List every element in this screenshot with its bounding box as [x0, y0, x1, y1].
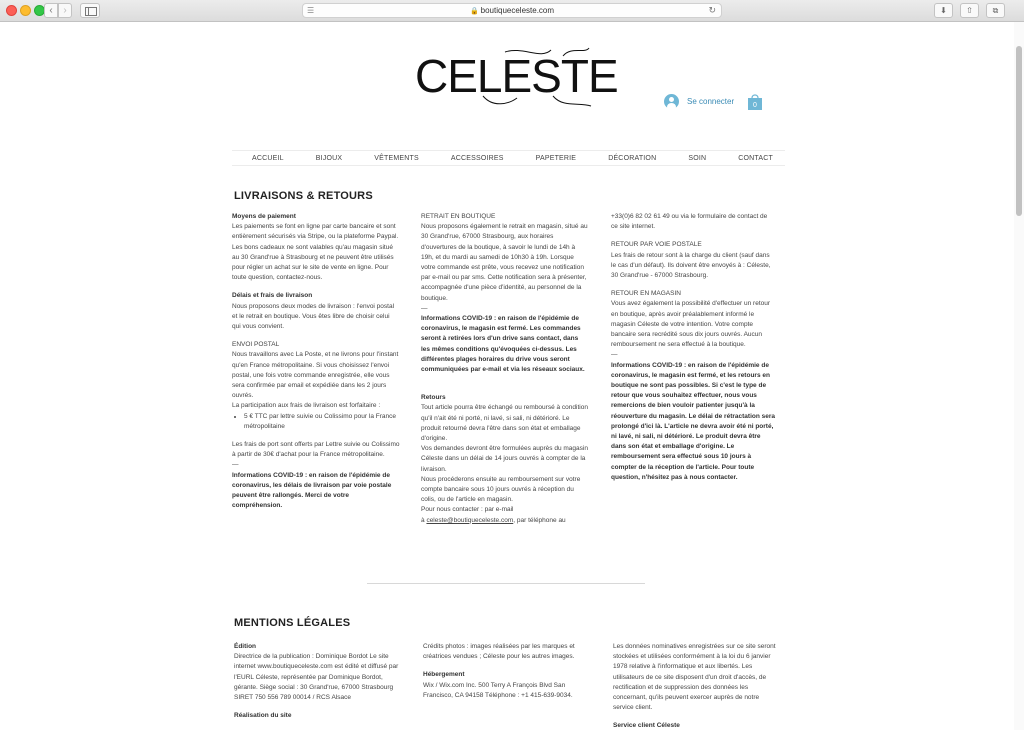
credits-text: Crédits photos : images réalisées par les marques et créatrices vendues ; Céleste pour les autres images.	[423, 643, 575, 661]
nav-item-contact[interactable]: CONTACT	[738, 154, 773, 162]
chevron-right-icon: ›	[63, 5, 67, 16]
livraisons-column-3	[611, 212, 775, 483]
edition-heading: Édition	[234, 643, 257, 650]
edition-text: Directrice de la publication : Dominique Bordot Le site internet www.boutiqueceleste.com est édité et diffusé par l'EURL Céleste, représentée par Dominique Bordot, gérante. Siège social : 30 Grand'rue, 67000 Strasbourg SIRET 750 556 789 00014 / RCS Alsace	[234, 653, 399, 702]
livraisons-column-1	[232, 212, 400, 511]
mentions-column-2	[423, 642, 591, 701]
frais-list	[244, 412, 400, 432]
nav-item-decoration[interactable]: DÉCORATION	[608, 154, 657, 162]
retrait-text: Nous proposons également le retrait en magasin, situé au 30 Grand'rue, 67000 Strasbourg, aux horaires d'ouvertures de la boutique, à savoir le lundi de 14h à 19h, et du mardi au samedi de 10h30 à 19h. Lorsque votre commande est prête, vous recevez une notification par e-mail ou par sms. Cette notification sera à présenter, accompagnée d'une pièce d'identité, au personnel de la boutique.	[421, 223, 588, 302]
scrollbar-thumb[interactable]	[1016, 46, 1022, 216]
hebergement-text: Wix / Wix.com Inc. 500 Terry A François Blvd San Francisco, CA 94158 Téléphone : +1 415-639-9034.	[423, 681, 573, 699]
covid-notice: Informations COVID-19 : en raison de l'épidémie de coronavirus, les délais de livraison par voie postale peuvent être rallongés. Merci de votre compréhension.	[232, 471, 392, 510]
retours-text-2: Vos demandes devront être formulées auprès du magasin Céleste dans un délai de 14 jours ouvrés à compter de la livraison.	[421, 445, 588, 473]
realisation-heading: Réalisation du site	[234, 712, 292, 720]
nav-item-papeterie[interactable]: PAPETERIE	[535, 154, 577, 162]
service-client-heading: Service client Céleste	[613, 722, 680, 730]
nav-item-accessoires[interactable]: ACCESSOIRES	[450, 154, 504, 162]
separator-dash: —	[611, 351, 618, 359]
offerts-text: Les frais de port sont offerts par Lettre suivie ou Colissimo à partir de 30€ d'achat pour la France métropolitaine.	[232, 441, 400, 459]
nav-item-vetements[interactable]: VÊTEMENTS	[374, 154, 419, 162]
contact-prefix: à	[421, 516, 425, 524]
delais-heading: Délais et frais de livraison	[232, 292, 313, 300]
donnees-text: Les données nominatives enregistrées sur ce site seront stockées et utilisées conformément à la loi du 6 janvier 1978 relative à l'informatique et aux libertés. Les utilisateurs de ce site disposent d'un droit d'accès, de rectification et de suppression des données les concernant, qu'ils peuvent exercer auprès de notre service client.	[613, 643, 776, 712]
login-label: Se connecter	[687, 97, 735, 106]
nav-item-bijoux[interactable]: BIJOUX	[315, 154, 343, 162]
envoi-text: Nous travaillons avec La Poste, et ne livrons pour l'instant qu'en France métropolitaine. Si vous choisissez l'envoi postal, une fois votre commande enregistrée, elle vous sera confirmée par email et expédiée dans les 2 jours ouvrés.	[232, 351, 399, 400]
mentions-title: MENTIONS LÉGALES	[234, 617, 351, 629]
nav-item-accueil[interactable]: ACCUEIL	[252, 154, 284, 162]
separator-dash: —	[232, 461, 239, 469]
hebergement-heading: Hébergement	[423, 671, 465, 679]
frais-list-item: • 5 € TTC par lettre suivie ou Colissimo pour la France métropolitaine	[244, 412, 400, 432]
mentions-column-1	[234, 642, 402, 721]
contact-text: Pour nous contacter : par e-mail	[421, 506, 514, 514]
livraisons-title: LIVRAISONS & RETOURS	[234, 190, 373, 202]
forward-button[interactable]	[58, 3, 72, 18]
logo-text: CELESTE	[415, 50, 618, 102]
participation-text: La participation aux frais de livraison est forfaitaire :	[232, 402, 381, 410]
sidebar-toggle-button[interactable]	[80, 3, 100, 18]
lock-icon: 🔒	[469, 8, 479, 15]
cart-handle	[752, 95, 758, 98]
retours-text-1: Tout article pourra être échangé ou remboursé à condition qu'il n'ait été ni porté, ni lavé, si sali, ni détérioré. Le produit retourné devra l'être dans son état et emballage d'origine.	[421, 404, 588, 443]
download-icon: ⬇	[940, 6, 947, 15]
tabs-icon: ⧉	[992, 6, 999, 15]
chevron-left-icon: ‹	[49, 5, 53, 16]
nav-item-soin[interactable]: SOIN	[688, 154, 707, 162]
reader-icon[interactable]: ☰	[307, 6, 315, 15]
livraisons-column-2	[421, 212, 589, 526]
share-button[interactable]	[960, 3, 979, 18]
covid-notice: Informations COVID-19 : en raison de l'épidémie de coronavirus, le magasin est fermé. Les commandes seront à retirées lors d'un drive sans contact, dans les mêmes conditions qu'évoquées ci-dessus. Les différentes plages horaires du drive vous seront communiquées par e-mail et via les réseaux sociaux.	[421, 315, 585, 374]
contact-line	[421, 516, 589, 526]
celeste-logo[interactable]	[413, 46, 618, 110]
retours-heading: Retours	[421, 394, 446, 402]
voie-postale-text: Les frais de retour sont à la charge du client (sauf dans le cas d'un défaut). Ils doivent être envoyés à : Céleste, 30 Grand'rue - 67000 Strasbourg.	[611, 251, 771, 280]
separator-dash: —	[421, 304, 428, 312]
email-link[interactable]: celeste@boutiqueceleste.com	[426, 516, 514, 524]
delais-text: Nous proposons deux modes de livraison : l'envoi postal et le retrait en boutique. Vous êtes libre de choisir celui qui vous convient.	[232, 302, 395, 331]
covid-notice: Informations COVID-19 : en raison de l'épidémie de coronavirus, le magasin est fermé, et les retours en boutique ne sont pas possibles. Si c'est le type de retour que vous souhaitez effectuer, nous vous remercions de bien vouloir patienter jusqu'à la réouverture du magasin. Le délai de rétractation sera prolongé d'ici là. L'article ne devra avoir été ni porté, ni lavé, ni sali, ni détérioré. Le produit devra être dans son état et emballage d'origine. Le remboursement sera effectué sous 10 jours à compter de la réception de l'article. Pour toute question, n'hésitez pas à nous contacter.	[611, 361, 776, 481]
magasin-heading: RETOUR EN MAGASIN	[611, 290, 681, 298]
cart-count: 0	[753, 102, 757, 109]
paiement-heading: Moyens de paiement	[232, 213, 296, 220]
browser-toolbar	[0, 0, 1024, 22]
downloads-button[interactable]	[934, 3, 953, 18]
address-bar[interactable]	[302, 3, 722, 18]
back-button[interactable]	[44, 3, 58, 18]
contact-suffix: , par téléphone au	[513, 516, 566, 524]
share-icon: ⇧	[966, 6, 973, 15]
page-scrollbar[interactable]	[1014, 22, 1024, 730]
section-divider	[367, 583, 645, 584]
login-link[interactable]	[664, 94, 734, 109]
voie-postale-heading: RETOUR PAR VOIE POSTALE	[611, 241, 702, 249]
close-window-button[interactable]	[6, 5, 17, 16]
retrait-heading: RETRAIT EN BOUTIQUE	[421, 213, 496, 220]
tabs-button[interactable]	[986, 3, 1005, 18]
envoi-heading: ENVOI POSTAL	[232, 341, 280, 349]
reload-icon[interactable]: ↻	[708, 5, 716, 15]
magasin-text: Vous avez également la possibilité d'effectuer un retour en boutique, après avoir préalablement informé le magasin Céleste de votre intention. Votre compte bancaire sera recrédité sous dix jours ouvrés. Aucun remboursement ne sera effectué à la boutique.	[611, 300, 771, 349]
paiement-text: Les paiements se font en ligne par carte bancaire et sont entièrement sécurisés via Stripe, ou la plateforme Paypal. Les bons cadeaux ne sont valables qu'au magasin situé au 30 Grand'rue à Strasbourg et ne peuvent être utilisés pour régler un achat sur le site de vente en ligne. Pour toute question, contactez-nous.	[232, 223, 399, 282]
mentions-column-3	[613, 642, 777, 732]
url-text: boutiqueceleste.com	[480, 6, 555, 15]
telephone-text: +33(0)6 82 02 61 49 ou via le formulaire de contact de ce site internet.	[611, 213, 768, 231]
cart-button[interactable]	[747, 93, 763, 110]
user-icon	[664, 94, 679, 109]
main-navigation	[232, 150, 785, 166]
minimize-window-button[interactable]	[20, 5, 31, 16]
retours-text-3: Nous procéderons ensuite au remboursement sur votre compte bancaire sous 10 jours ouvrés à réception du colis, ou de l'article en magasin.	[421, 475, 581, 504]
